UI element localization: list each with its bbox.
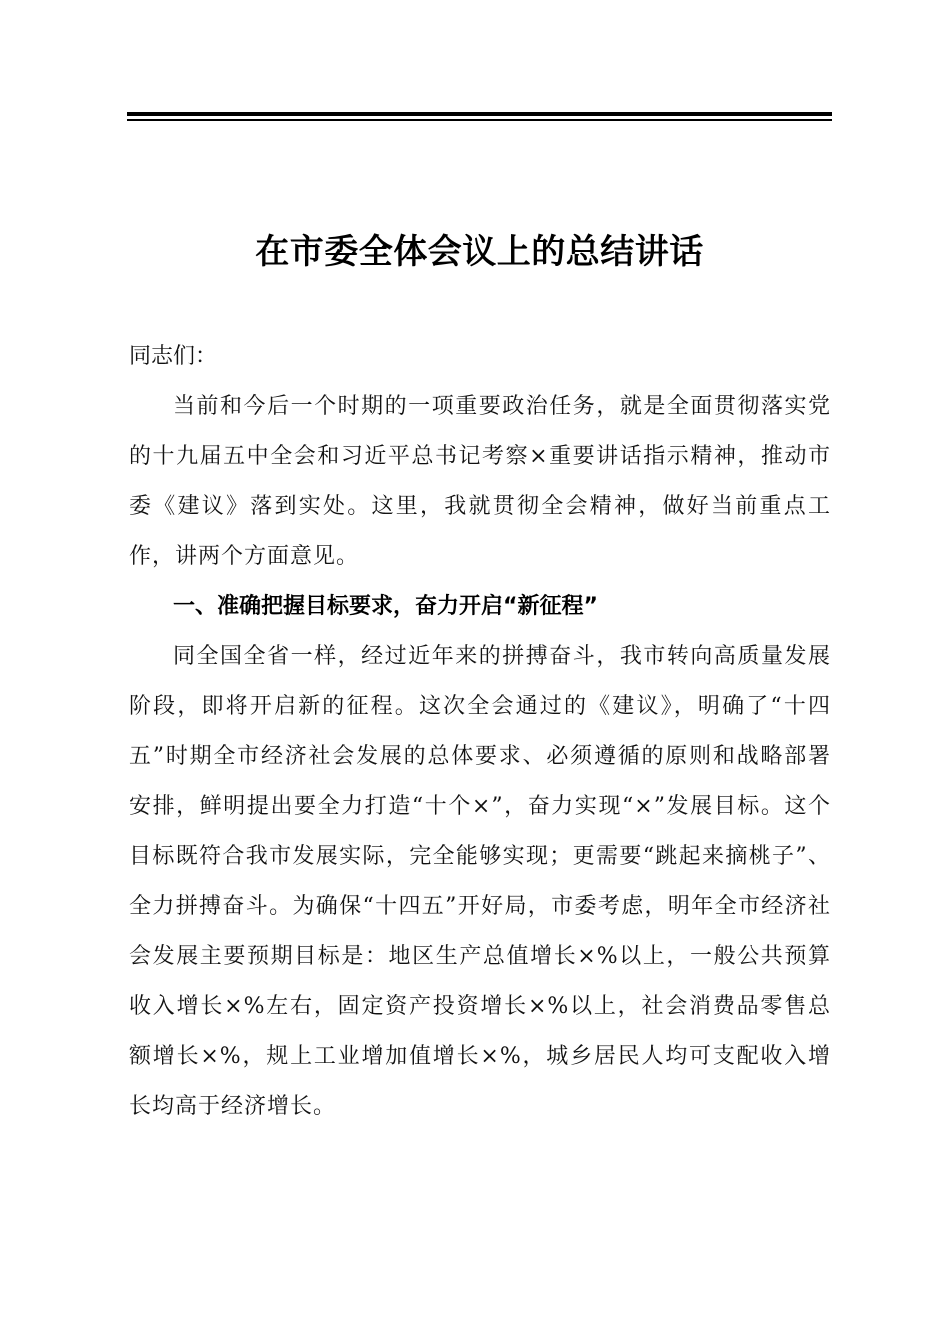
header-rule-thin	[127, 119, 832, 121]
document-title: 在市委全体会议上的总结讲话	[255, 232, 704, 272]
salutation: 同志们：	[129, 344, 218, 369]
intro-paragraph: 当前和今后一个时期的一项重要政治任务，就是全面贯彻落实党的十九届五中全会和习近平总书记考察×重要讲话指示精神，推动市委《建议》落到实处。这里，我就贯彻全会精神，做好当前重点工作，讲两个方面意见。	[129, 394, 831, 569]
header-rule-thick	[127, 112, 832, 116]
section-1-paragraph: 同全国全省一样，经过近年来的拼搏奋斗，我市转向高质量发展阶段，即将开启新的征程。这次全会通过的《建议》，明确了“十四五”时期全市经济社会发展的总体要求、必须遵循的原则和战略部署安排，鲜明提出要全力打造“十个×”，奋力实现“×”发展目标。这个目标既符合我市发展实际，完全能够实现；更需要“跳起来摘桃子”、全力拼搏奋斗。为确保“十四五”开好局，市委考虑，明年全市经济社会发展主要预期目标是：地区生产总值增长×%以上，一般公共预算收入增长×%左右，固定资产投资增长×%以上，社会消费品零售总额增长×%，规上工业增加值增长×%，城乡居民人均可支配收入增长均高于经济增长。	[129, 644, 831, 1119]
document-body	[129, 332, 831, 1132]
section-heading-1: 一、准确把握目标要求，奋力开启“新征程”	[173, 594, 598, 619]
